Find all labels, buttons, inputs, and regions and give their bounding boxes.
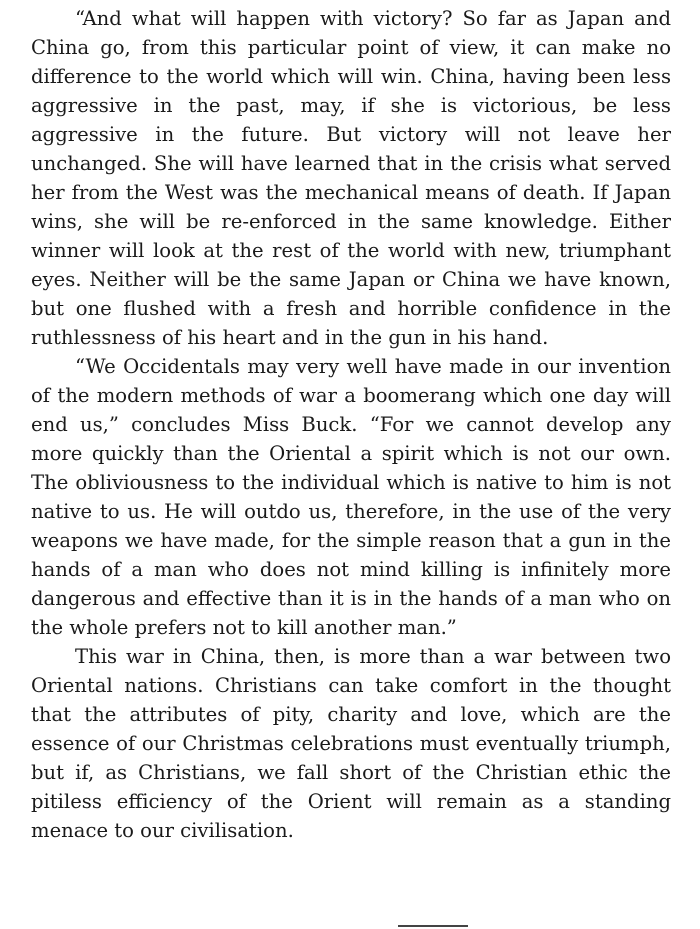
article-body bbox=[31, 4, 671, 845]
paragraph-victory-quote: “And what will happen with victory? So far as Japan and China go, from this particular point of view, it can make no difference to the world which will win. China, having been less aggressive in the past, may, if she is victorious, be less aggressive in the future. But victory will not leave her unchanged. She will have learned that in the crisis what served her from the West was the mechanical means of death. If Japan wins, she will be re-enforced in the same knowledge. Either winner will look at the rest of the world with new, triumphant eyes. Neither will be the same Japan or China we have known, but one flushed with a fresh and horrible confidence in the ruthlessness of his heart and in the gun in his hand. bbox=[31, 7, 671, 349]
section-divider bbox=[398, 925, 468, 927]
paragraph-occidentals-quote: “We Occidentals may very well have made in our invention of the modern methods of war a boomerang which one day will end us,” concludes Miss Buck. “For we cannot develop any more quickly than the Oriental a spirit which is not our own. The obliviousness to the individual which is native to him is not native to us. He will outdo us, therefore, in the use of the very weapons we have made, for the simple reason that a gun in the hands of a man who does not mind killing is infinitely more dangerous and effective than it is in the hands of a man who on the whole prefers not to kill another man.” bbox=[31, 355, 671, 639]
paragraph-war-in-china: This war in China, then, is more than a war between two Oriental nations. Christians can take comfort in the thought that the attributes of pity, charity and love, which are the essence of our Christmas celebrations must eventually triumph, but if, as Christians, we fall short of the Christian ethic the pitiless efficiency of the Orient will remain as a standing menace to our civilisation. bbox=[31, 645, 671, 842]
